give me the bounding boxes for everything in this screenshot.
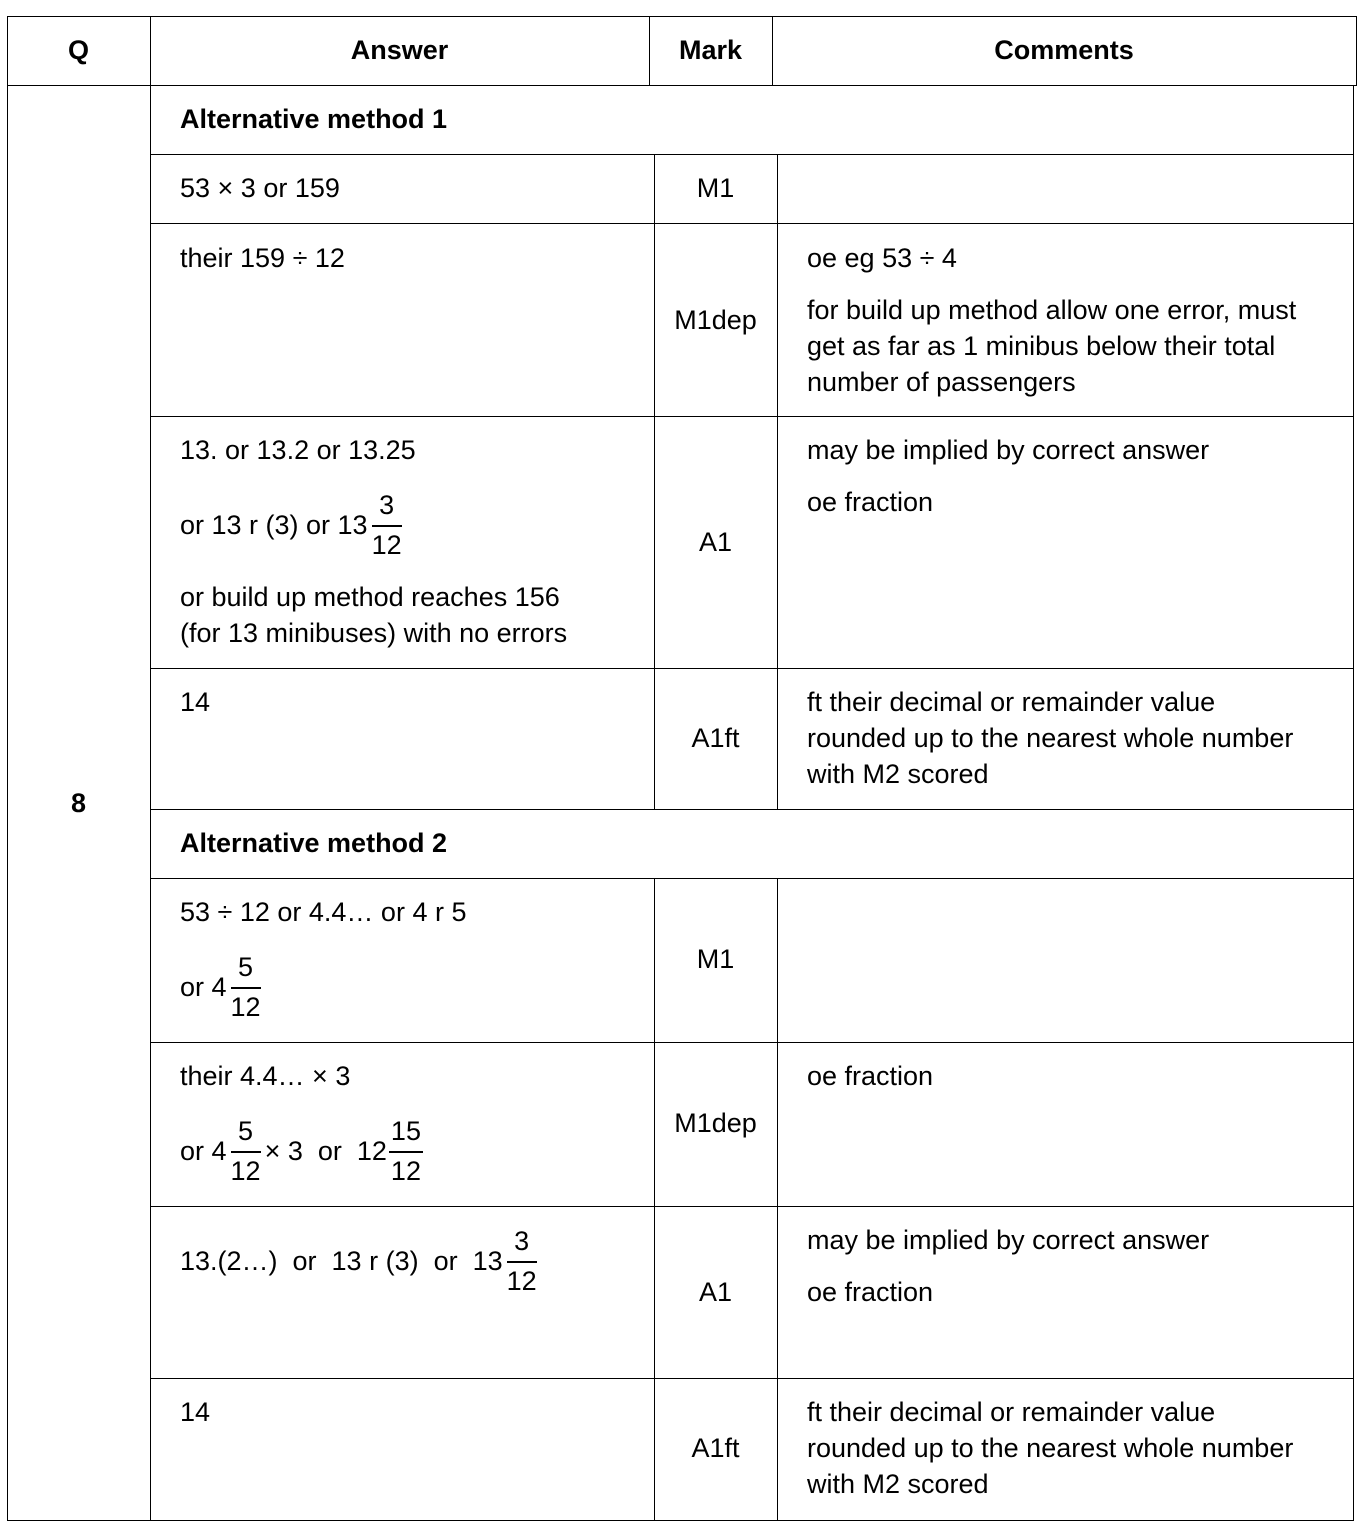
header-q: Q bbox=[67, 35, 89, 65]
alt1-row2-comment-2c: number of passengers bbox=[807, 367, 1076, 397]
question-number: 8 bbox=[70, 788, 87, 818]
fraction bbox=[389, 1115, 423, 1186]
fraction-numerator: 15 bbox=[389, 1118, 423, 1153]
fraction-denominator: 12 bbox=[230, 991, 261, 1022]
alt2-title: Alternative method 2 bbox=[180, 828, 448, 858]
alt1-row3-answer-line2 bbox=[180, 490, 406, 560]
alt1-row4-mark: A1ft bbox=[691, 723, 740, 753]
alt1-row1-answer: 53 × 3 or 159 bbox=[180, 173, 340, 203]
alt2-row2-line2-prefix: or 4 bbox=[180, 1135, 227, 1166]
alt1-row3-mark: A1 bbox=[698, 527, 733, 557]
alt2-row1-answer-line2 bbox=[180, 952, 265, 1022]
fraction-numerator: 3 bbox=[507, 1228, 537, 1263]
fraction-denominator: 12 bbox=[371, 529, 402, 560]
alt1-title: Alternative method 1 bbox=[180, 104, 448, 134]
alt1-row2-mark: M1dep bbox=[674, 305, 757, 335]
fraction-denominator: 12 bbox=[390, 1155, 421, 1186]
fraction-numerator: 3 bbox=[372, 492, 402, 527]
alt2-row2-answer-line1: their 4.4… × 3 bbox=[180, 1061, 351, 1091]
alt1-row2-comment-1: oe eg 53 ÷ 4 bbox=[807, 243, 957, 273]
alt2-row3-comment-2: oe fraction bbox=[807, 1277, 934, 1307]
alt1-row2-comment-2b: get as far as 1 minibus below their total bbox=[807, 331, 1276, 361]
fraction-denominator: 12 bbox=[506, 1265, 537, 1296]
alt2-row3-answer bbox=[180, 1226, 541, 1296]
alt2-row4-comment-1: ft their decimal or remainder value bbox=[807, 1397, 1216, 1427]
alt2-row1-answer-line2-prefix: or 4 bbox=[180, 971, 227, 1002]
alt1-row3-answer-line2-prefix: or 13 r (3) or 13 bbox=[180, 509, 368, 540]
alt1-row3-answer-line4: (for 13 minibuses) with no errors bbox=[180, 618, 568, 648]
alt1-row1-mark: M1 bbox=[696, 173, 735, 203]
alt2-row2-comment-1: oe fraction bbox=[807, 1061, 934, 1091]
alt1-row4-comment-2: rounded up to the nearest whole number bbox=[807, 723, 1294, 753]
alt1-row4-comment-1: ft their decimal or remainder value bbox=[807, 687, 1216, 717]
alt2-row4-mark: A1ft bbox=[691, 1433, 740, 1463]
fraction-numerator: 5 bbox=[231, 1118, 261, 1153]
fraction bbox=[229, 1115, 263, 1186]
header-answer: Answer bbox=[350, 35, 449, 65]
fraction bbox=[370, 489, 404, 560]
alt1-row3-comment-2: oe fraction bbox=[807, 487, 934, 517]
alt2-row4-comment-2: rounded up to the nearest whole number bbox=[807, 1433, 1294, 1463]
alt2-row2-line2-mid: × 3 or 12 bbox=[264, 1135, 387, 1166]
alt1-row3-answer-line3: or build up method reaches 156 bbox=[180, 582, 560, 612]
alt2-row2-answer-line2 bbox=[180, 1116, 425, 1186]
alt1-row3-answer-line1: 13. or 13.2 or 13.25 bbox=[180, 435, 416, 465]
fraction bbox=[229, 951, 263, 1022]
fraction bbox=[505, 1225, 539, 1296]
alt2-row3-mark: A1 bbox=[698, 1277, 733, 1307]
alt2-row4-comment-3: with M2 scored bbox=[807, 1469, 989, 1499]
alt2-row2-mark: M1dep bbox=[674, 1108, 757, 1138]
alt1-row4-answer: 14 bbox=[180, 687, 211, 717]
alt2-row3-comment-1: may be implied by correct answer bbox=[807, 1225, 1210, 1255]
fraction-denominator: 12 bbox=[230, 1155, 261, 1186]
alt2-row1-mark: M1 bbox=[696, 944, 735, 974]
header-comments: Comments bbox=[994, 35, 1134, 65]
alt1-row2-comment-2a: for build up method allow one error, must bbox=[807, 295, 1297, 325]
alt1-row2-answer: their 159 ÷ 12 bbox=[180, 243, 345, 273]
header-mark: Mark bbox=[678, 35, 743, 65]
alt1-row4-comment-3: with M2 scored bbox=[807, 759, 989, 789]
alt2-row4-answer: 14 bbox=[180, 1397, 211, 1427]
fraction-numerator: 5 bbox=[231, 954, 261, 989]
alt2-row1-answer-line1: 53 ÷ 12 or 4.4… or 4 r 5 bbox=[180, 897, 467, 927]
alt2-row3-answer-prefix: 13.(2…) or 13 r (3) or 13 bbox=[180, 1245, 503, 1276]
alt1-row3-comment-1: may be implied by correct answer bbox=[807, 435, 1210, 465]
